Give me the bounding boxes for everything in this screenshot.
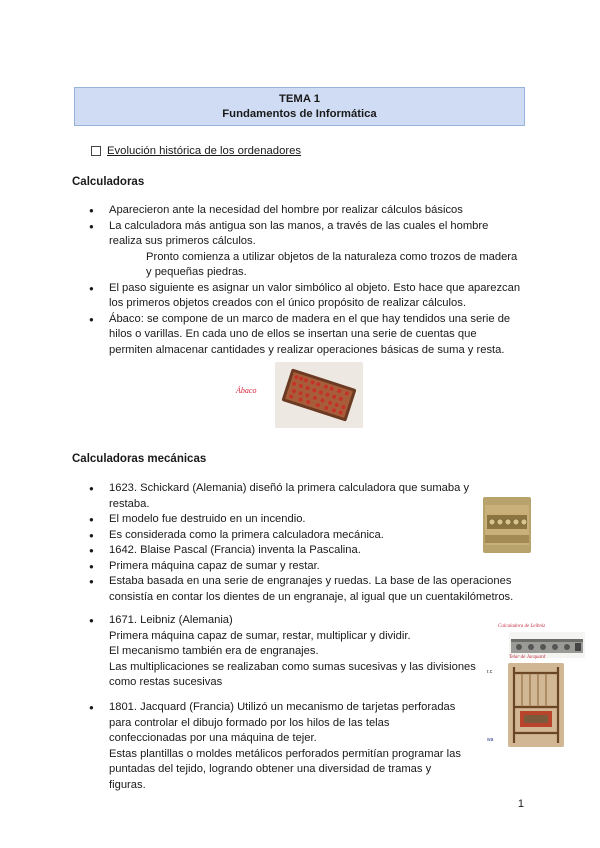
leibniz-list (89, 613, 481, 691)
jacquard-head: ● 1801. Jacquard (Francia) Utilizó un mecanismo de tarjetas perforadas para controlar el dibujo formado por los hilos de las telas confeccionadas por una máquina de tejer. (109, 701, 456, 744)
loom-image-caption: Telar de Jacquard (509, 655, 546, 660)
leibniz-line-3: Las multiplicaciones se realizaban como sumas sucesivas y las divisiones como restas sucesivas (109, 660, 476, 688)
list-item: ● El paso siguiente es asignar un valor simbólico al objeto. Esto hace que aparezcan los primeros objetos creados con el único propósito de realizar cálculos. (89, 281, 521, 312)
list-item: ● 1642. Blaise Pascal (Francia) inventa la Pascalina. (89, 543, 481, 559)
jacquard-loom-image (508, 663, 564, 747)
list-item: ● 1623. Schickard (Alemania) diseñó la primera calculadora que sumaba y restaba. (89, 481, 481, 512)
section-heading-calculadoras: Calculadoras (72, 176, 145, 188)
list-item-text: La calculadora más antigua son las manos, a través de las cuales el hombre realiza sus primeros cálculos. (109, 219, 489, 247)
leibniz-line-1: Primera máquina capaz de sumar, restar, multiplicar y dividir. (109, 629, 411, 642)
section-heading-calculadoras-mecanicas: Calculadoras mecánicas (72, 453, 207, 465)
list-item (89, 613, 481, 691)
page-number: 1 (517, 798, 524, 810)
calculadoras-list (89, 203, 521, 358)
side-label-2: wa (487, 737, 494, 743)
loom-illustration (508, 663, 564, 747)
abacus-image (275, 362, 363, 428)
side-label-1: r.c (487, 669, 493, 675)
schickard-calculator-image (483, 497, 531, 553)
list-item: ● Estaba basada en una serie de engranajes y ruedas. La base de las operaciones consistía en contar los dientes de un engranaje, al igual que un cuentakilómetros. (89, 574, 529, 605)
toc-item[interactable] (91, 145, 301, 157)
jacquard-list (89, 700, 461, 793)
checkbox-icon[interactable] (91, 146, 101, 156)
leibniz-line-2: El mecanismo también era de engranajes. (109, 645, 319, 657)
list-item: ● Primera máquina capaz de sumar y restar. (89, 559, 481, 575)
list-item: ● Aparecieron ante la necesidad del hombre por realizar cálculos básicos (89, 203, 521, 219)
list-item-subtext: Pronto comienza a utilizar objetos de la naturaleza como trozos de madera y pequeñas piedras. (146, 250, 518, 278)
list-item: ● Ábaco: se compone de un marco de madera en el que hay tendidos una serie de hilos o varillas. En cada uno de ellos se insertan una serie de cuentas que permiten almacenar cantidades y realizar operaciones básicas de suma y resta. (89, 312, 521, 359)
title-line-2: Fundamentos de Informática (222, 108, 377, 120)
list-item (89, 219, 521, 281)
leibniz-image-caption: Calculadora de Leibniz (498, 624, 546, 629)
leibniz-head: ● 1671. Leibniz (Alemania) (109, 614, 233, 626)
toc-item-label: Evolución histórica de los ordenadores (107, 145, 302, 157)
list-item: ● El modelo fue destruido en un incendio. (89, 512, 481, 528)
schickard-illustration (483, 497, 531, 553)
document-title-box (74, 87, 525, 126)
abacus-caption: Ábaco (236, 386, 257, 395)
list-item (89, 700, 461, 793)
abacus-illustration (275, 362, 363, 428)
title-line-1: TEMA 1 (278, 93, 320, 105)
list-item: ● Es considerada como la primera calculadora mecánica. (89, 528, 481, 544)
mecanicas-list-1 (89, 481, 514, 605)
jacquard-line-2: Estas plantillas o moldes metálicos perforados permitían programar las puntadas del tejido, logrando obtener una diversidad de tramas y figuras. (109, 747, 461, 791)
